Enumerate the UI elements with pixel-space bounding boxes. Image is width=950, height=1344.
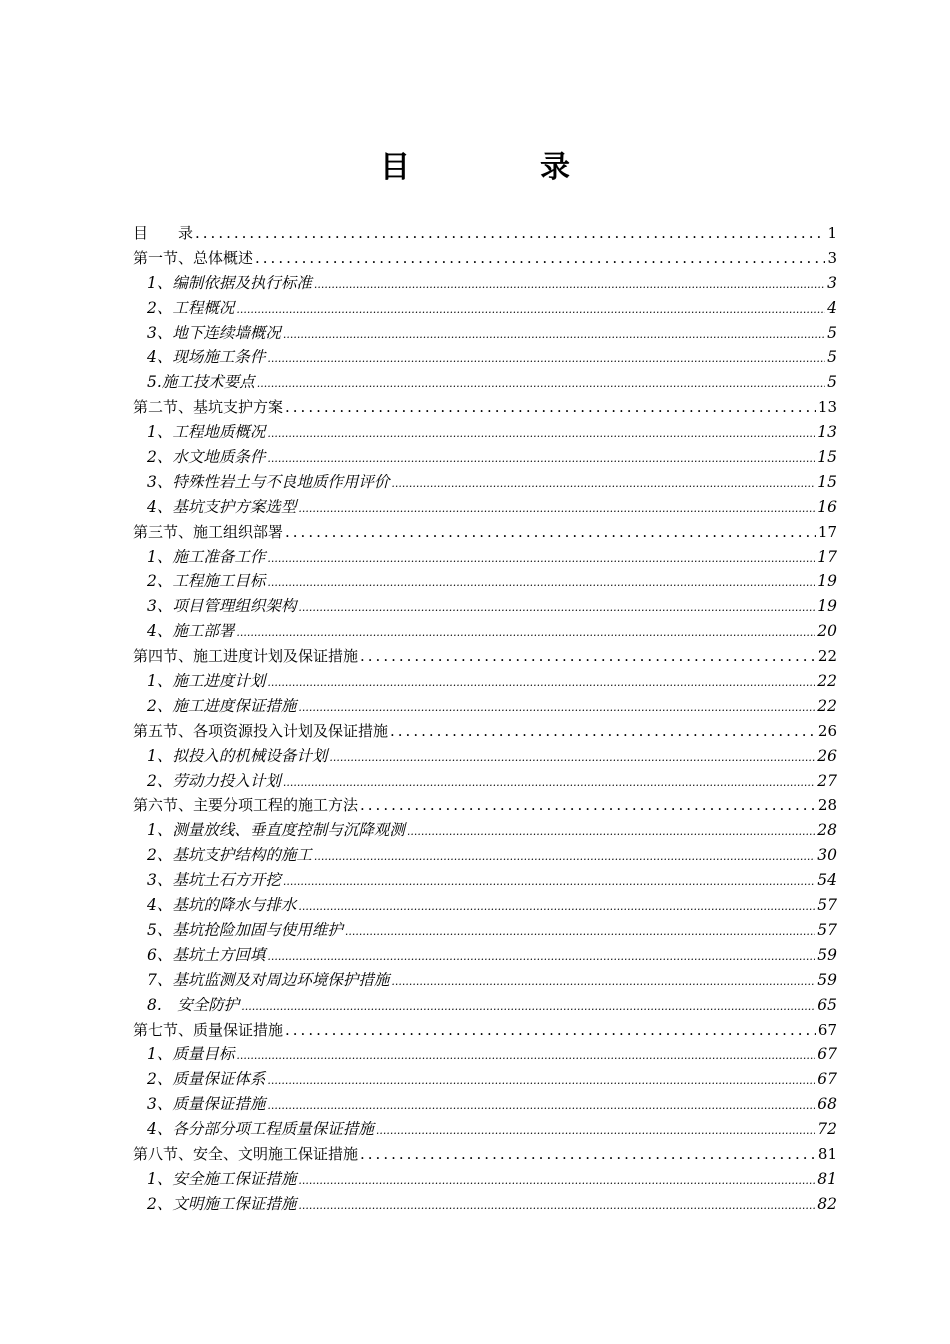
toc-entry-label: 1、测量放线、垂直度控制与沉降观测 [147,821,405,840]
toc-subsection-entry[interactable] [133,594,837,619]
toc-entry-label: 第四节、施工进度计划及保证措施 [133,647,359,666]
toc-dot-leader [267,1094,815,1117]
toc-dot-leader [376,1119,815,1142]
toc-section-entry[interactable] [133,719,837,744]
toc-dot-leader [267,547,815,570]
toc-entry-label: 8. 安全防护 [147,995,240,1014]
toc-dot-leader [267,671,815,694]
toc-dot-leader [267,945,815,968]
toc-dot-leader [298,497,815,520]
toc-subsection-entry[interactable] [133,470,837,495]
toc-entry-label: 5、基坑抢险加固与使用维护 [147,920,343,939]
toc-page-number: 13 [817,398,837,417]
toc-page-number: 67 [817,1020,837,1039]
toc-entry-label: 3、地下连续墙概况 [147,323,281,342]
toc-page-number: 67 [817,1070,837,1089]
toc-entry-label: 2、劳动力投入计划 [147,771,281,790]
toc-dot-leader [285,520,816,545]
toc-dot-leader [283,323,825,346]
toc-subsection-entry[interactable] [133,1192,837,1217]
toc-dot-leader [391,472,815,495]
toc-dot-leader [285,1018,816,1043]
toc-dot-leader [314,845,815,868]
toc-entry-label: 3、项目管理组织架构 [147,597,297,616]
toc-entry-label: 第二节、基坑支护方案 [133,398,284,417]
toc-page-number: 22 [817,672,837,691]
toc-subsection-entry[interactable] [133,968,837,993]
toc-entry-label: 第六节、主要分项工程的施工方法 [133,796,359,815]
toc-entry-label: 1、安全施工保证措施 [147,1169,297,1188]
toc-page-number: 3 [827,273,837,292]
toc-page-number: 17 [817,522,837,541]
toc-page-number: 19 [817,572,837,591]
toc-page-number: 26 [817,721,837,740]
toc-entry-label: 3、质量保证措施 [147,1095,266,1114]
toc-section-entry[interactable] [133,793,837,818]
toc-dot-leader [360,644,816,669]
toc-subsection-entry[interactable] [133,345,837,370]
toc-subsection-entry[interactable] [133,619,837,644]
toc-entry-label: 2、基坑支护结构的施工 [147,846,312,865]
toc-section-entry[interactable] [133,520,837,545]
toc-page-number: 26 [817,746,837,765]
toc-dot-leader [298,1194,815,1217]
toc-section-entry[interactable] [133,395,837,420]
toc-dot-leader [390,719,816,744]
toc-entry-label: 2、文明施工保证措施 [147,1194,297,1213]
toc-dot-leader [236,298,825,321]
toc-page-number: 57 [817,920,837,939]
toc-subsection-entry[interactable] [133,296,837,321]
toc-dot-leader [267,347,825,370]
toc-entry-label: 1、编制依据及执行标准 [147,273,312,292]
toc-dot-leader [329,746,815,769]
toc-subsection-entry[interactable] [133,1067,837,1092]
toc-page-number: 27 [817,771,837,790]
toc-dot-leader [267,571,815,594]
toc-dot-leader [298,1169,815,1192]
toc-page-number: 1 [827,224,837,242]
toc-entry-label: 2、工程施工目标 [147,572,266,591]
toc-page-number: 22 [817,696,837,715]
toc-subsection-entry[interactable] [133,569,837,594]
toc-entry-label: 目 录 [133,224,194,242]
toc-dot-leader [360,1142,816,1167]
toc-section-entry[interactable] [133,221,837,246]
toc-dot-leader [298,696,815,719]
toc-subsection-entry[interactable] [133,669,837,694]
toc-page-number: 68 [817,1095,837,1114]
toc-entry-label: 第五节、各项资源投入计划及保证措施 [133,721,389,740]
toc-section-entry[interactable] [133,644,837,669]
toc-page-number: 15 [817,472,837,491]
toc-entry-label: 2、质量保证体系 [147,1070,266,1089]
toc-dot-leader [267,447,815,470]
toc-entry-label: 1、施工进度计划 [147,672,266,691]
toc-entry-label: 4、现场施工条件 [147,348,266,367]
toc-page-number: 72 [817,1120,837,1139]
toc-subsection-entry[interactable] [133,918,837,943]
toc-dot-leader [298,895,815,918]
toc-dot-leader [391,970,815,993]
toc-page-number: 16 [817,497,837,516]
toc-page-number: 65 [817,995,837,1014]
toc-subsection-entry[interactable] [133,321,837,346]
toc-page-number: 19 [817,597,837,616]
toc-dot-leader [267,422,815,445]
toc-entry-label: 4、基坑的降水与排水 [147,896,297,915]
toc-subsection-entry[interactable] [133,370,837,395]
toc-page-number: 5 [827,323,837,342]
toc-dot-leader [345,920,815,943]
toc-subsection-entry[interactable] [133,1167,837,1192]
toc-entry-label: 第七节、质量保证措施 [133,1020,284,1039]
toc-page-number: 28 [817,796,837,815]
toc-dot-leader [195,221,825,246]
toc-dot-leader [236,621,815,644]
toc-entry-label: 3、基坑土石方开挖 [147,871,281,890]
toc-page-number: 22 [817,647,837,666]
toc-dot-leader [257,372,825,395]
toc-entry-label: 7、基坑监测及对周边环境保护措施 [147,970,390,989]
toc-subsection-entry[interactable] [133,993,837,1018]
toc-entry-label: 1、工程地质概况 [147,423,266,442]
toc-subsection-entry[interactable] [133,445,837,470]
toc-page-number: 57 [817,896,837,915]
toc-subsection-entry[interactable] [133,1042,837,1067]
toc-page-number: 82 [817,1194,837,1213]
toc-entry-label: 1、质量目标 [147,1045,235,1064]
toc-subsection-entry[interactable] [133,868,837,893]
toc-subsection-entry[interactable] [133,271,837,296]
toc-dot-leader [285,395,816,420]
page-title: 目 录 [380,150,620,185]
toc-page-number: 54 [817,871,837,890]
toc-entry-label: 4、基坑支护方案选型 [147,497,297,516]
toc-entry-label: 4、施工部署 [147,622,235,641]
toc-dot-leader [298,596,815,619]
toc-subsection-entry[interactable] [133,420,837,445]
toc-page-number: 13 [817,423,837,442]
toc-dot-leader [255,246,825,271]
toc-entry-label: 第八节、安全、文明施工保证措施 [133,1144,359,1163]
toc-dot-leader [314,273,825,296]
toc-page-number: 81 [817,1144,837,1163]
toc-subsection-entry[interactable] [133,1117,837,1142]
toc-entry-label: 第一节、总体概述 [133,248,254,267]
toc-entry-label: 2、施工进度保证措施 [147,696,297,715]
toc-dot-leader [283,870,815,893]
table-of-contents [133,221,837,1217]
toc-dot-leader [241,995,815,1018]
toc-page-number: 5 [827,348,837,367]
toc-page-number: 81 [817,1169,837,1188]
toc-entry-label: 1、拟投入的机械设备计划 [147,746,328,765]
toc-section-entry[interactable] [133,1018,837,1043]
toc-dot-leader [267,1069,815,1092]
toc-section-entry[interactable] [133,1142,837,1167]
toc-subsection-entry[interactable] [133,495,837,520]
toc-entry-label: 第三节、施工组织部署 [133,522,284,541]
toc-subsection-entry[interactable] [133,1092,837,1117]
toc-subsection-entry[interactable] [133,769,837,794]
toc-page-number: 3 [827,248,837,267]
toc-subsection-entry[interactable] [133,818,837,843]
toc-page-number: 17 [817,547,837,566]
toc-entry-label: 6、基坑土方回填 [147,945,266,964]
toc-dot-leader [407,820,815,843]
toc-subsection-entry[interactable] [133,744,837,769]
toc-entry-label: 3、特殊性岩土与不良地质作用评价 [147,472,390,491]
toc-page-number: 15 [817,448,837,467]
toc-entry-label: 4、各分部分项工程质量保证措施 [147,1120,374,1139]
toc-page-number: 59 [817,970,837,989]
toc-page-number: 4 [827,298,837,317]
toc-subsection-entry[interactable] [133,893,837,918]
toc-entry-label: 1、施工准备工作 [147,547,266,566]
toc-dot-leader [236,1044,815,1067]
toc-subsection-entry[interactable] [133,943,837,968]
toc-page-number: 28 [817,821,837,840]
toc-page-number: 20 [817,622,837,641]
toc-entry-label: 2、工程概况 [147,298,235,317]
toc-subsection-entry[interactable] [133,545,837,570]
toc-subsection-entry[interactable] [133,843,837,868]
toc-entry-label: 5.施工技术要点 [147,373,255,392]
toc-page-number: 59 [817,945,837,964]
toc-entry-label: 2、水文地质条件 [147,448,266,467]
toc-subsection-entry[interactable] [133,694,837,719]
toc-dot-leader [360,793,816,818]
toc-section-entry[interactable] [133,246,837,271]
toc-dot-leader [283,771,815,794]
toc-page-number: 67 [817,1045,837,1064]
toc-page-number: 5 [827,373,837,392]
toc-page-number: 30 [817,846,837,865]
